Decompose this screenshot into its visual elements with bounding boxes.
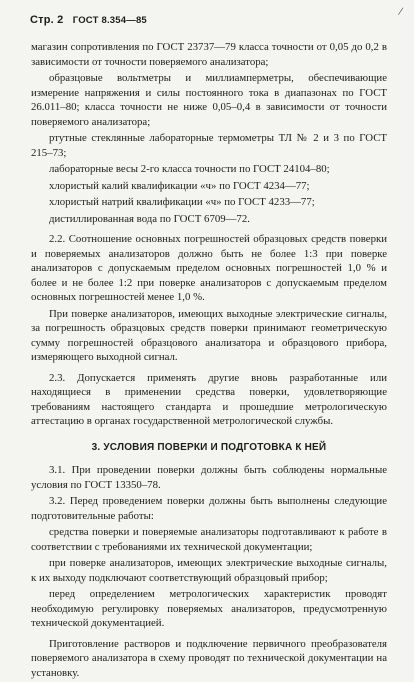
paragraph: ртутные стеклянные лабораторные термометры ТЛ № 2 и 3 по ГОСТ 215–73; — [31, 132, 387, 159]
paragraph: средства поверки и поверяемые анализаторы подготавливают к работе в соответствии с требованиями их технической документации; — [31, 526, 387, 553]
paragraph: 2.3. Допускается применять другие вновь разработанные или находящиеся в применении средства поверки, удовлетворяющие требованиям настоящего стандарта и прошедшие метрологическую аттестацию в органах государственной метрологической службы. — [31, 371, 387, 427]
document-body — [31, 40, 387, 682]
paragraph: магазин сопротивления по ГОСТ 23737—79 класса точности от 0,05 до 0,2 в зависимости от точности поверяемого анализатора; — [31, 41, 387, 68]
paragraph: хлористый калий квалификации «ч» по ГОСТ 4234—77; — [49, 179, 310, 192]
paragraph: 3.1. При проведении поверки должны быть соблюдены нормальные условия по ГОСТ 13350–78. — [31, 464, 387, 491]
page-header — [30, 14, 153, 26]
paragraph: лабораторные весы 2-го класса точности по ГОСТ 24104–80; — [49, 163, 330, 175]
paragraph: образцовые вольтметры и миллиамперметры, обеспечивающие измерение напряжения и силы постоянного тока в диапазонах по ГОСТ 26.011–80; класса точности не ниже 0,05–0,4 в зависимости от точности поверяемого анализатора; — [31, 72, 387, 128]
page-label: Стр. 2 — [30, 14, 64, 26]
paragraph: 2.2. Соотношение основных погрешностей образцовых средств поверки и поверяемых анализаторов должно быть не более 1:3 при поверке анализаторов с допускаемым пределом основных погрешностей 1,0 % и более и не более 1:2 при поверке анализаторов с допускаемым пределом основных погрешностей менее 1,0 %. — [31, 233, 387, 303]
paragraph: дистиллированная вода по ГОСТ 6709—72. — [49, 212, 250, 225]
paragraph: Приготовление растворов и подключение первичного преобразователя поверяемого анализатора в схему проводят по технической документации на установку. — [31, 637, 387, 679]
paragraph: 3.2. Перед проведением поверки должны быть выполнены следующие подготовительные работы: — [31, 495, 387, 522]
section-title: 3. УСЛОВИЯ ПОВЕРКИ И ПОДГОТОВКА К НЕЙ — [91, 441, 327, 453]
paragraph: перед определением метрологических характеристик проводят необходимую регулировку поверяемых анализаторов, предусмотренную технической документацией. — [31, 588, 387, 629]
paragraph: хлористый натрий квалификации «ч» по ГОСТ 4233—77; — [49, 196, 315, 208]
paragraph: при поверке анализаторов, имеющих электрические выходные сигналы, к их выходу подключают соответствующий образцовый прибор; — [31, 557, 387, 584]
standard-code: ГОСТ 8.354—85 — [72, 15, 147, 26]
paragraph: При поверке анализаторов, имеющих выходные электрические сигналы, за погрешность образцовых средств поверки принимают геометрическую сумму погрешностей образцового анализатора и образцового прибора, измеряющего выходной сигнал. — [31, 307, 387, 363]
corner-mark: / — [397, 3, 404, 19]
